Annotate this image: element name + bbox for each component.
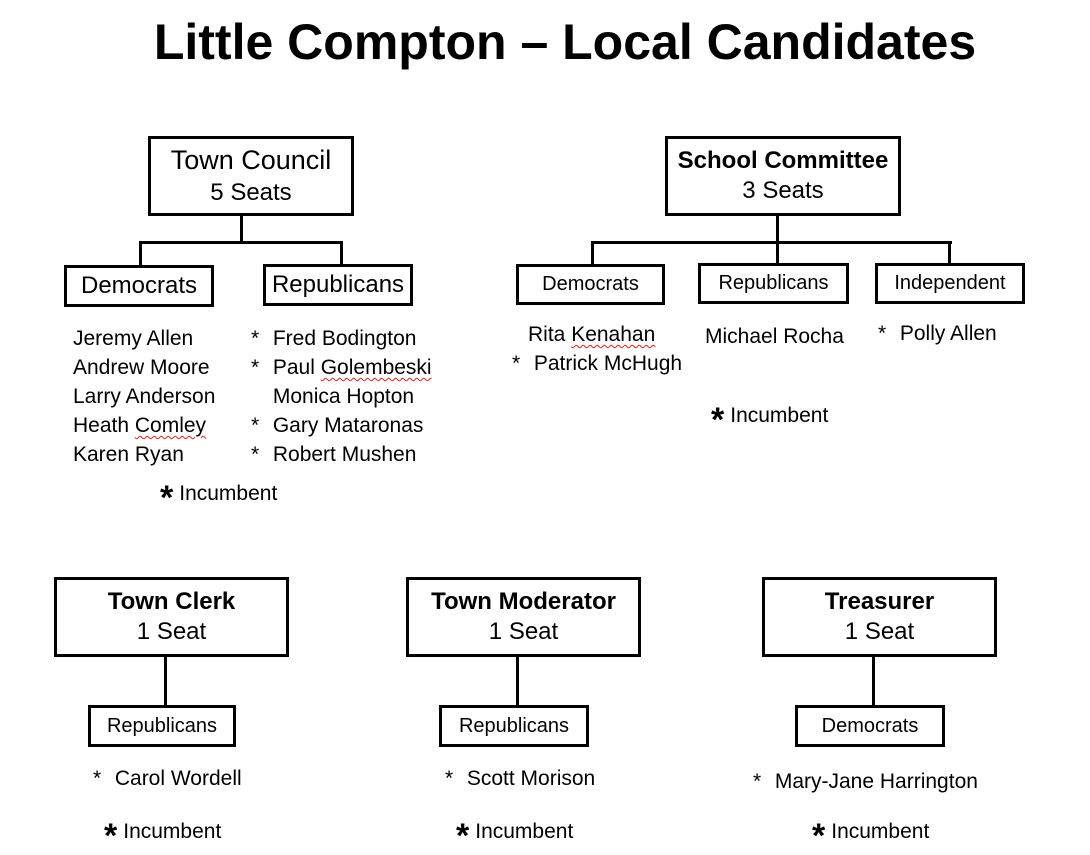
candidate: Michael Rocha [705, 325, 844, 348]
office-name: School Committee [677, 147, 889, 174]
office-name: Town Clerk [107, 588, 236, 615]
candidate-list [445, 764, 595, 793]
town-council-box [148, 136, 354, 216]
candidate: Andrew Moore [73, 356, 210, 379]
party-box-republicans [698, 263, 849, 304]
incumbent-marker: * [445, 767, 454, 790]
town-moderator-box [406, 577, 641, 657]
school-committee-box [665, 136, 901, 216]
office-seats: 1 Seat [488, 618, 559, 645]
incumbent-marker: * [251, 327, 260, 350]
incumbent-label: Incumbent [730, 404, 829, 427]
connector [591, 241, 952, 244]
incumbent-marker: * [711, 401, 725, 439]
office-seats: 3 Seats [742, 177, 824, 204]
connector [516, 657, 519, 707]
incumbent-label: Incumbent [179, 482, 278, 505]
incumbent-marker: * [812, 817, 826, 855]
candidate [251, 324, 432, 353]
office-name: Town Council [170, 145, 332, 176]
office-seats: 5 Seats [210, 178, 292, 206]
party-name: Democrats [80, 272, 198, 299]
candidate-name: Gary Mataronas [272, 414, 424, 437]
candidate [878, 319, 997, 348]
incumbent-marker: * [93, 767, 102, 790]
candidate-list [753, 767, 978, 796]
incumbent-marker: * [251, 443, 260, 466]
page-title: Little Compton – Local Candidates [153, 14, 977, 70]
connector [164, 657, 167, 707]
party-name: Republicans [458, 714, 570, 737]
incumbent-label: Incumbent [123, 820, 222, 843]
incumbent-legend [711, 401, 829, 439]
candidate-name: Monica Hopton [272, 385, 415, 408]
candidate-list [705, 322, 844, 351]
office-seats: 1 Seat [136, 618, 207, 645]
candidate: Jeremy Allen [73, 327, 194, 350]
candidate [251, 411, 432, 440]
candidate-name: Heath Comley [73, 414, 207, 437]
candidate-name: Polly Allen [899, 322, 997, 345]
incumbent-marker: * [878, 322, 887, 345]
candidate-name: Robert Mushen [272, 443, 417, 466]
candidate-list [512, 320, 682, 378]
candidate-name: Rita Kenahan [528, 323, 656, 346]
party-box-democrats [516, 264, 665, 305]
connector [872, 657, 875, 707]
party-box-republicans [439, 705, 589, 747]
office-name: Town Moderator [431, 588, 616, 615]
candidate-list [878, 319, 997, 348]
candidate-list [73, 324, 215, 469]
connector [591, 241, 594, 266]
candidate: Larry Anderson [73, 385, 216, 408]
party-box-republicans [88, 705, 236, 747]
party-name: Republicans [271, 271, 405, 298]
candidate-name: Paul Golembeski [272, 356, 432, 379]
incumbent-legend [160, 479, 278, 517]
incumbent-marker: * [251, 414, 260, 437]
connector [776, 216, 779, 264]
candidate-list [93, 764, 242, 793]
incumbent-marker: * [251, 356, 260, 379]
party-box-democrats [64, 265, 214, 307]
candidate [93, 764, 242, 793]
candidate [251, 382, 432, 411]
candidate [251, 353, 432, 382]
party-name: Democrats [821, 714, 919, 737]
office-name: Treasurer [824, 588, 935, 615]
town-clerk-box [54, 577, 289, 657]
incumbent-legend [104, 817, 222, 855]
candidate-name: Fred Bodington [272, 327, 417, 350]
incumbent-marker: * [753, 770, 762, 793]
candidate [512, 320, 682, 349]
incumbent-marker: * [456, 817, 470, 855]
incumbent-marker: * [512, 352, 521, 375]
candidate-name: Patrick McHugh [533, 352, 683, 375]
connector [139, 241, 142, 267]
connector [139, 241, 343, 244]
candidate: Karen Ryan [73, 443, 184, 466]
candidate [73, 411, 215, 440]
incumbent-label: Incumbent [831, 820, 930, 843]
candidate-name: Mary-Jane Harrington [774, 770, 978, 793]
party-name: Independent [894, 272, 1006, 294]
candidate-name: Scott Morison [466, 767, 596, 790]
candidate [512, 349, 682, 378]
party-box-republicans [263, 264, 413, 306]
party-box-democrats [795, 705, 945, 747]
party-name: Republicans [106, 714, 218, 737]
incumbent-legend [812, 817, 930, 855]
incumbent-marker: * [160, 479, 174, 517]
office-seats: 1 Seat [844, 618, 915, 645]
candidate [753, 767, 978, 796]
connector [240, 216, 243, 243]
incumbent-label: Incumbent [475, 820, 574, 843]
party-box-independent [875, 263, 1025, 304]
connector [948, 241, 951, 265]
party-name: Republicans [718, 272, 829, 294]
party-name: Democrats [542, 273, 639, 295]
candidate [445, 764, 595, 793]
candidate [251, 440, 432, 469]
incumbent-legend [456, 817, 574, 855]
treasurer-box [762, 577, 997, 657]
incumbent-marker: * [104, 817, 118, 855]
candidate-name: Carol Wordell [114, 767, 242, 790]
candidate-list [251, 324, 432, 469]
